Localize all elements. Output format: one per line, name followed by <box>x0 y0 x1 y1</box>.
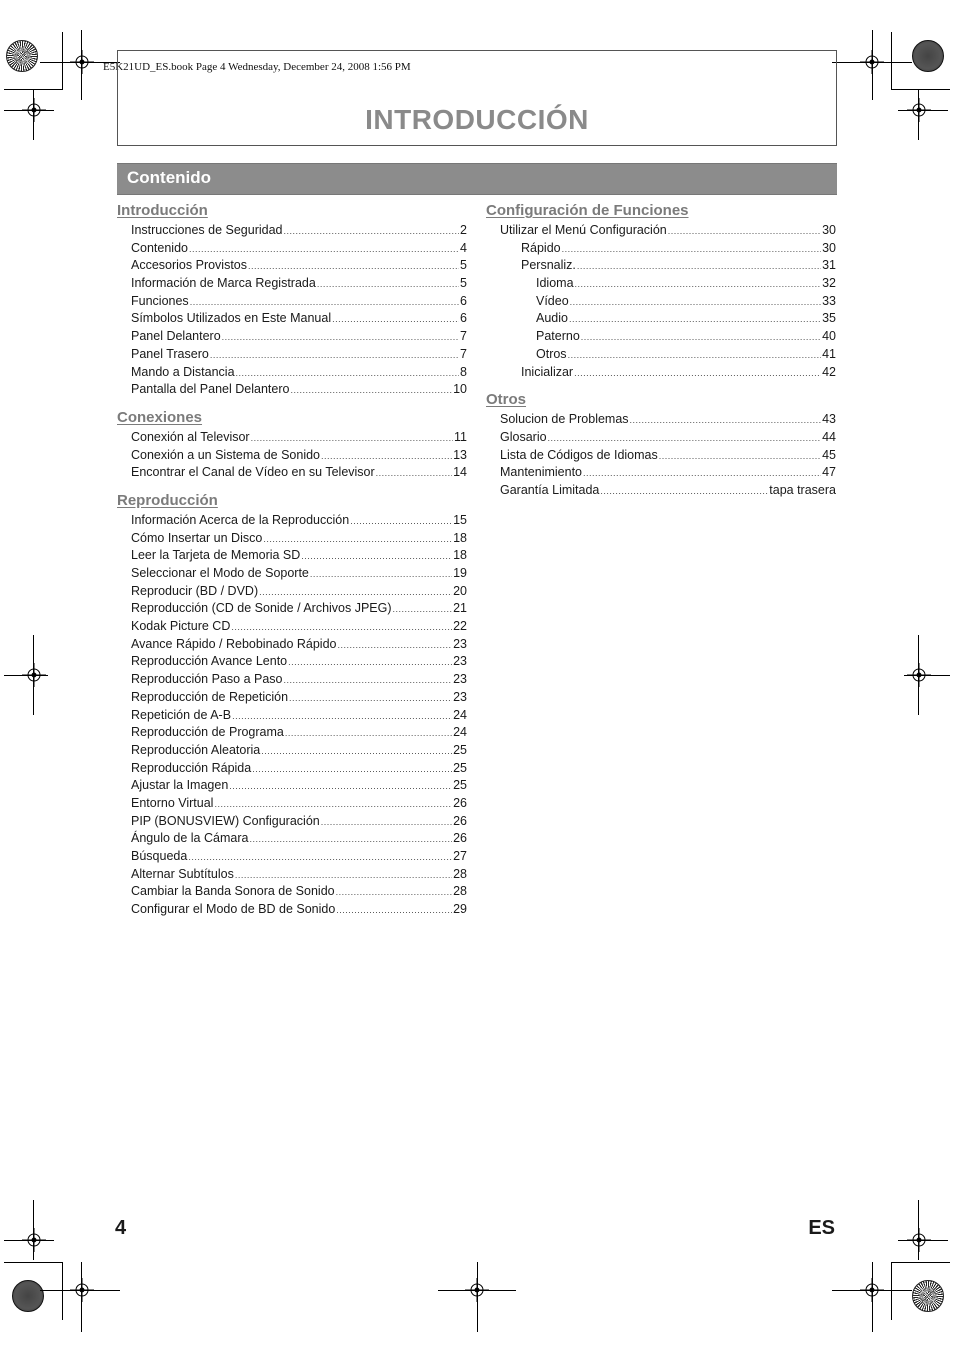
crop-mark <box>33 90 34 140</box>
toc-dot-leader <box>189 241 459 259</box>
toc-entry-title: Paterno <box>536 329 580 344</box>
toc-entry-page: 2 <box>460 223 467 237</box>
toc-entry-title: Reproducción Aleatoria <box>131 742 261 757</box>
toc-entry[interactable] <box>117 600 467 618</box>
color-bar-icon <box>6 40 38 72</box>
toc-entry-page: 11 <box>454 429 467 444</box>
toc-group-heading[interactable]: Introducción <box>117 202 208 219</box>
toc-entry-page: 8 <box>460 364 467 379</box>
toc-entry-page: 18 <box>453 530 467 545</box>
toc-entry-title: Inicializar <box>521 364 574 379</box>
toc-entry-title: Persnaliz. <box>521 258 576 273</box>
crop-mark <box>898 110 948 111</box>
crop-mark <box>918 1200 919 1260</box>
toc-entry[interactable] <box>117 530 467 548</box>
toc-dot-leader <box>336 884 452 902</box>
toc-entry-page: 26 <box>453 813 467 828</box>
toc-entry-page: 41 <box>822 346 836 361</box>
toc-group <box>117 490 467 919</box>
toc-group <box>486 389 836 499</box>
toc-entry-page: 23 <box>453 689 467 704</box>
toc-entry-page: 23 <box>453 636 467 651</box>
toc-dot-leader <box>190 294 459 312</box>
toc-entry-title: Panel Trasero <box>131 346 209 361</box>
toc-dot-leader <box>259 584 452 602</box>
toc-entry-title: Glosario <box>500 429 547 444</box>
toc-entry-page: 5 <box>460 258 467 273</box>
toc-entry[interactable] <box>117 257 467 275</box>
toc-dot-leader <box>232 708 452 726</box>
toc-dot-leader <box>577 258 821 276</box>
toc-entry-page: 24 <box>453 707 467 722</box>
toc-entry-title: Avance Rápido / Rebobinado Rápido <box>131 636 337 651</box>
toc-dot-leader <box>600 483 768 501</box>
toc-entry-page: 7 <box>460 329 467 344</box>
toc-dot-leader <box>283 672 452 690</box>
toc-entry[interactable] <box>117 547 467 565</box>
toc-entry[interactable] <box>117 240 467 258</box>
toc-dot-leader <box>630 412 822 430</box>
toc-entry-title: Reproducir (BD / DVD) <box>131 583 259 598</box>
crop-mark <box>477 1262 478 1332</box>
toc-entry[interactable] <box>117 795 467 813</box>
toc-entry[interactable] <box>486 310 836 328</box>
toc-dot-leader <box>310 566 452 584</box>
crop-mark <box>891 1262 892 1320</box>
toc-entry-page: 23 <box>453 672 467 687</box>
toc-dot-leader <box>235 867 452 885</box>
toc-entry-page: 31 <box>822 258 836 273</box>
toc-dot-leader <box>301 548 452 566</box>
toc-entry-title: Información Acerca de la Reproducción <box>131 512 350 527</box>
crop-mark <box>33 1200 34 1260</box>
toc-dot-leader <box>251 430 453 448</box>
toc-entry-page: 6 <box>460 311 467 326</box>
toc-entry[interactable] <box>117 275 467 293</box>
toc-entry[interactable] <box>117 777 467 795</box>
toc-entry-page: 15 <box>453 512 467 527</box>
toc-dot-leader <box>285 725 452 743</box>
toc-entry-page: 5 <box>460 276 467 291</box>
toc-entry[interactable] <box>117 813 467 831</box>
toc-dot-leader <box>575 276 822 294</box>
toc-entry[interactable] <box>117 310 467 328</box>
toc-entry[interactable] <box>117 618 467 636</box>
toc-entry-page: 7 <box>460 346 467 361</box>
toc-entry-title: Reproducción de Programa <box>131 725 284 740</box>
toc-entry-page: 13 <box>453 447 467 462</box>
toc-entry-title: Conexión al Televisor <box>131 429 250 444</box>
toc-entry[interactable] <box>486 328 836 346</box>
toc-entry-page: 42 <box>822 364 836 379</box>
toc-dot-leader <box>261 743 452 761</box>
color-bar-icon <box>912 1280 944 1312</box>
crop-mark <box>40 1290 120 1291</box>
toc-dot-leader <box>188 849 452 867</box>
toc-group <box>117 407 467 482</box>
page-title: INTRODUCCIÓN <box>365 104 589 135</box>
toc-dot-leader <box>283 223 459 241</box>
toc-entry[interactable] <box>117 447 467 465</box>
toc-entry-title: Reproducción Avance Lento <box>131 654 288 669</box>
crop-mark <box>918 90 919 140</box>
toc-dot-leader <box>236 365 460 383</box>
toc-dot-leader <box>393 601 453 619</box>
toc-dot-leader <box>231 619 452 637</box>
toc-entry[interactable] <box>486 240 836 258</box>
section-title: Contenido <box>127 168 212 187</box>
toc-entry-title: Rápido <box>521 240 561 255</box>
toc-entry[interactable] <box>117 653 467 671</box>
toc-dot-leader <box>570 294 821 312</box>
toc-entry-page: 19 <box>453 566 467 580</box>
toc-entry-title: Entorno Virtual <box>131 795 214 810</box>
toc-entry-title: Contenido <box>131 240 188 255</box>
toc-entry-title: Reproducción Rápida <box>131 760 252 775</box>
toc-entry-page: 25 <box>453 778 467 793</box>
toc-entry-title: Vídeo <box>536 293 569 308</box>
toc-dot-leader <box>569 311 821 329</box>
toc-entry-page: 14 <box>453 465 467 480</box>
toc-entry-title: Repetición de A-B <box>131 707 232 722</box>
toc-entry[interactable] <box>117 883 467 901</box>
toc-entry[interactable] <box>117 512 467 530</box>
toc-dot-leader <box>249 831 452 849</box>
toc-dot-leader <box>581 329 821 347</box>
crop-mark <box>62 1262 63 1320</box>
toc-entry[interactable] <box>117 830 467 848</box>
toc-group <box>117 200 467 399</box>
toc-dot-leader <box>548 430 822 448</box>
toc-entry-title: Búsqueda <box>131 849 188 863</box>
crop-mark <box>892 1262 950 1263</box>
toc-entry-title: Configurar el Modo de BD de Sonido <box>131 902 336 917</box>
toc-entry[interactable] <box>117 760 467 778</box>
toc-entry[interactable] <box>486 257 836 275</box>
toc-entry-page: 18 <box>453 548 467 563</box>
toc-entry-page: 25 <box>453 760 467 775</box>
toc-entry-title: Símbolos Utilizados en Este Manual <box>131 311 332 326</box>
page-number: 4 <box>115 1217 127 1239</box>
toc-entry[interactable] <box>486 346 836 364</box>
toc-dot-leader <box>290 382 452 400</box>
crop-mark <box>62 32 63 90</box>
toc-entry-page: 27 <box>453 849 467 863</box>
toc-entry[interactable] <box>486 222 836 240</box>
toc-entry-page: 28 <box>453 866 467 881</box>
toc-entry-title: Alternar Subtítulos <box>131 866 234 881</box>
book-info: E5K21UD_ES.book Page 4 Wednesday, December 24, 2008 1:56 PM <box>103 61 411 73</box>
toc-entry-page: 23 <box>453 654 467 669</box>
crop-mark <box>4 1240 54 1241</box>
toc-entry[interactable] <box>117 565 467 583</box>
crop-mark <box>892 89 950 90</box>
toc-entry-title: Otros <box>536 346 567 361</box>
toc-entry-title: Lista de Códigos de Idiomas <box>500 447 658 462</box>
crop-mark <box>4 675 48 676</box>
toc-entry-page: 40 <box>822 329 836 344</box>
toc-entry[interactable] <box>117 901 467 919</box>
toc-dot-leader <box>337 637 452 655</box>
toc-entry-title: Panel Delantero <box>131 329 221 344</box>
toc-dot-leader <box>252 761 452 779</box>
toc-dot-leader <box>376 465 452 483</box>
crop-mark <box>81 30 82 100</box>
toc-column-right <box>486 200 836 500</box>
toc-entry-title: Ajustar la Imagen <box>131 778 229 793</box>
toc-entry-page: 22 <box>453 619 467 634</box>
toc-entry-title: Ángulo de la Cámara <box>131 831 249 846</box>
toc-entry-page: 25 <box>453 742 467 757</box>
toc-dot-leader <box>583 465 821 483</box>
toc-entry[interactable] <box>117 866 467 884</box>
toc-entry[interactable] <box>117 848 467 866</box>
toc-entry[interactable] <box>117 328 467 346</box>
toc-entry-page: 29 <box>453 902 467 917</box>
toc-entry-title: Cómo Insertar un Disco <box>131 530 263 545</box>
toc-entry-title: Pantalla del Panel Delantero <box>131 382 290 397</box>
toc-entry[interactable] <box>117 381 467 399</box>
crop-mark <box>904 675 950 676</box>
toc-group <box>486 200 836 381</box>
toc-entry-title: Encontrar el Canal de Vídeo en su Televisor <box>131 465 375 480</box>
toc-entry[interactable] <box>486 293 836 311</box>
toc-entry-page: tapa trasera <box>769 482 836 497</box>
toc-entry[interactable] <box>117 724 467 742</box>
toc-entry[interactable] <box>117 429 467 447</box>
crop-mark <box>872 1262 873 1332</box>
toc-entry-page: 30 <box>822 240 836 255</box>
language-code: ES <box>808 1217 835 1239</box>
toc-entry-page: 21 <box>453 601 467 616</box>
toc-entry-title: Reproducción Paso a Paso <box>131 672 283 687</box>
toc-entry[interactable] <box>486 464 836 482</box>
toc-entry[interactable] <box>117 222 467 240</box>
toc-entry[interactable] <box>117 671 467 689</box>
toc-entry[interactable] <box>117 636 467 654</box>
toc-dot-leader <box>263 531 452 549</box>
toc-dot-leader <box>248 258 459 276</box>
toc-entry-page: 26 <box>453 831 467 846</box>
toc-entry-title: Audio <box>536 311 568 326</box>
toc-entry[interactable] <box>486 364 836 382</box>
section-bar <box>117 163 837 195</box>
toc-entry-page: 20 <box>453 583 467 598</box>
toc-entry-title: PIP (BONUSVIEW) Configuración <box>131 813 320 828</box>
toc-group-heading[interactable]: Conexiones <box>117 408 203 426</box>
toc-group-heading[interactable]: Reproducción <box>117 491 218 509</box>
toc-entry-page: 24 <box>453 725 467 740</box>
toc-entry-title: Idioma <box>536 276 574 291</box>
toc-dot-leader <box>288 654 452 672</box>
toc-entry[interactable] <box>117 583 467 601</box>
toc-entry-page: 33 <box>822 293 836 308</box>
toc-dot-leader <box>321 814 452 832</box>
toc-entry[interactable] <box>486 411 836 429</box>
toc-entry-title: Garantía Limitada <box>500 482 600 497</box>
toc-entry-title: Solucion de Problemas <box>500 412 629 427</box>
toc-entry-title: Cambiar la Banda Sonora de Sonido <box>131 884 335 899</box>
toc-dot-leader <box>562 241 821 259</box>
toc-entry-title: Funciones <box>131 293 189 308</box>
toc-entry[interactable] <box>117 293 467 311</box>
crop-mark <box>872 30 873 100</box>
crop-mark <box>4 110 54 111</box>
toc-group-heading[interactable]: Configuración de Funciones <box>486 202 689 219</box>
toc-entry[interactable] <box>117 364 467 382</box>
toc-entry-title: Utilizar el Menú Configuración <box>500 223 667 237</box>
crop-mark <box>891 32 892 90</box>
toc-entry-title: Mando a Distancia <box>131 364 235 379</box>
toc-entry[interactable] <box>486 447 836 465</box>
toc-dot-leader <box>210 347 459 365</box>
toc-entry-page: 32 <box>822 276 836 291</box>
toc-group-heading[interactable]: Otros <box>486 391 527 409</box>
toc-dot-leader <box>574 365 821 383</box>
toc-column-left <box>117 200 467 919</box>
toc-entry-title: Reproducción (CD de Sonide / Archivos JPEG) <box>131 601 392 616</box>
toc-dot-leader <box>659 448 821 466</box>
toc-entry-page: 44 <box>822 429 836 444</box>
color-bar-icon <box>912 40 944 72</box>
toc-entry-page: 45 <box>822 447 836 462</box>
toc-entry[interactable] <box>117 689 467 707</box>
toc-entry-page: 4 <box>460 240 467 255</box>
toc-dot-leader <box>214 796 452 814</box>
toc-entry-title: Seleccionar el Modo de Soporte <box>131 566 309 580</box>
toc-entry[interactable] <box>117 346 467 364</box>
toc-dot-leader <box>321 448 452 466</box>
toc-dot-leader <box>668 223 821 241</box>
crop-mark <box>81 1262 82 1332</box>
toc-entry-page: 26 <box>453 795 467 810</box>
toc-entry[interactable] <box>117 742 467 760</box>
toc-dot-leader <box>350 513 452 531</box>
toc-dot-leader <box>222 329 459 347</box>
toc-dot-leader <box>332 311 459 329</box>
toc-entry-title: Información de Marca Registrada <box>131 276 316 291</box>
toc-entry-page: 35 <box>822 311 836 326</box>
toc-entry-title: Instrucciones de Seguridad <box>131 223 283 237</box>
toc-entry-title: Leer la Tarjeta de Memoria SD <box>131 548 301 563</box>
crop-mark <box>898 1240 948 1241</box>
toc-dot-leader <box>568 347 822 365</box>
toc-entry-title: Reproducción de Repetición <box>131 689 289 704</box>
color-bar-icon <box>12 1280 44 1312</box>
toc-entry-title: Mantenimiento <box>500 465 582 480</box>
toc-entry-page: 10 <box>453 382 467 397</box>
toc-entry[interactable] <box>486 275 836 293</box>
toc-entry-page: 30 <box>822 223 836 237</box>
toc-dot-leader <box>317 276 459 294</box>
toc-dot-leader <box>229 778 452 796</box>
toc-entry[interactable] <box>117 707 467 725</box>
toc-dot-leader <box>289 690 452 708</box>
toc-entry-page: 6 <box>460 293 467 308</box>
toc-entry-page: 43 <box>822 412 836 427</box>
toc-entry-title: Accesorios Provistos <box>131 258 248 273</box>
toc-entry-page: 47 <box>822 465 836 480</box>
crop-mark <box>4 1262 62 1263</box>
toc-entry[interactable] <box>117 464 467 482</box>
toc-entry[interactable] <box>486 429 836 447</box>
toc-entry-page: 28 <box>453 884 467 899</box>
toc-entry-title: Kodak Picture CD <box>131 619 231 634</box>
toc-entry-title: Conexión a un Sistema de Sonido <box>131 447 321 462</box>
toc-entry[interactable] <box>486 482 836 500</box>
toc-dot-leader <box>336 902 452 920</box>
